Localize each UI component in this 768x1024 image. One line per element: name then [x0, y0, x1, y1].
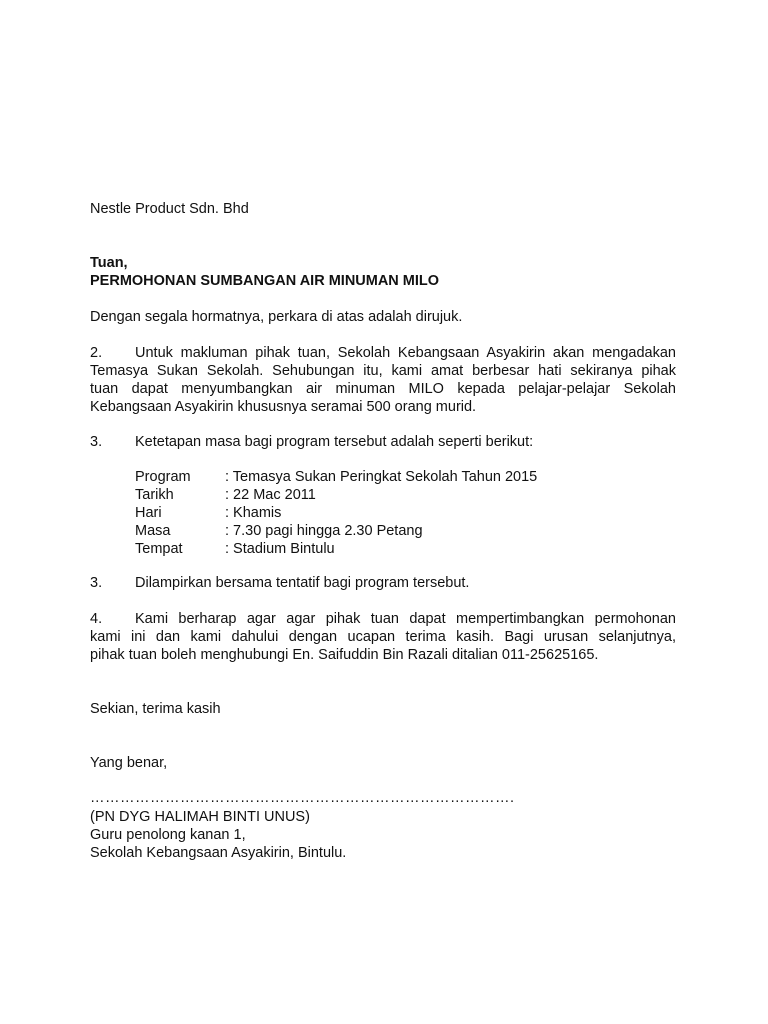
schedule-value: : Stadium Bintulu	[225, 541, 335, 557]
paragraph-3b	[90, 574, 469, 592]
schedule-value: : Temasya Sukan Peringkat Sekolah Tahun 2015	[225, 469, 538, 485]
schedule-label: Masa	[135, 523, 171, 539]
schedule-value: : 7.30 pagi hingga 2.30 Petang	[225, 523, 423, 539]
paragraph-line: Kami berharap agar agar pihak tuan dapat mempertimbangkan permohonan	[135, 611, 676, 627]
schedule-row	[135, 504, 537, 522]
schedule-row	[135, 540, 537, 558]
signoff-line: Yang benar,	[90, 755, 168, 771]
signatory-title: Guru penolong kanan 1,	[90, 827, 246, 843]
schedule-row	[135, 468, 537, 486]
paragraph-text: Dilampirkan bersama tentatif bagi program tersebut.	[135, 575, 470, 591]
closing-line: Sekian, terima kasih	[90, 701, 221, 717]
schedule-label: Tempat	[135, 541, 183, 557]
schedule-label: Tarikh	[135, 487, 174, 503]
paragraph-number: 4.	[90, 611, 103, 627]
paragraph-line: Temasya Sukan Sekolah. Sehubungan itu, kami amat berbesar hati sekiranya pihak	[90, 363, 676, 379]
paragraph-line: pihak tuan boleh menghubungi En. Saifuddin Bin Razali ditalian 011-25625165.	[90, 647, 599, 663]
signature-line: ………………………………………………………………………….	[90, 790, 515, 806]
schedule-value: : 22 Mac 2011	[225, 487, 316, 503]
opening-line: Dengan segala hormatnya, perkara di atas adalah dirujuk.	[90, 309, 463, 325]
recipient-line: Nestle Product Sdn. Bhd	[90, 201, 249, 217]
salutation: Tuan,	[90, 255, 128, 271]
paragraph-number: 3.	[90, 434, 103, 450]
paragraph-number: 2.	[90, 345, 103, 361]
paragraph-line: tuan dapat menyumbangkan air minuman MILO kepada pelajar-pelajar Sekolah	[90, 381, 676, 397]
schedule-label: Hari	[135, 505, 162, 521]
schedule-label: Program	[135, 469, 191, 485]
signatory-name: (PN DYG HALIMAH BINTI UNUS)	[90, 809, 310, 825]
signatory-school: Sekolah Kebangsaan Asyakirin, Bintulu.	[90, 845, 347, 861]
paragraph-line: Kebangsaan Asyakirin khususnya seramai 500 orang murid.	[90, 399, 477, 415]
schedule-table	[135, 468, 537, 558]
paragraph-number: 3.	[90, 575, 103, 591]
paragraph-3	[90, 433, 533, 451]
schedule-value: : Khamis	[225, 505, 282, 521]
schedule-row	[135, 522, 537, 540]
paragraph-text: Ketetapan masa bagi program tersebut adalah seperti berikut:	[135, 434, 534, 450]
schedule-row	[135, 486, 537, 504]
paragraph-4	[90, 610, 676, 664]
paragraph-line: Untuk makluman pihak tuan, Sekolah Kebangsaan Asyakirin akan mengadakan	[135, 345, 676, 361]
paragraph-2	[90, 344, 676, 416]
subject-heading: PERMOHONAN SUMBANGAN AIR MINUMAN MILO	[90, 273, 440, 289]
paragraph-line: kami ini dan kami dahului dengan ucapan terima kasih. Bagi urusan selanjutnya,	[90, 629, 676, 645]
